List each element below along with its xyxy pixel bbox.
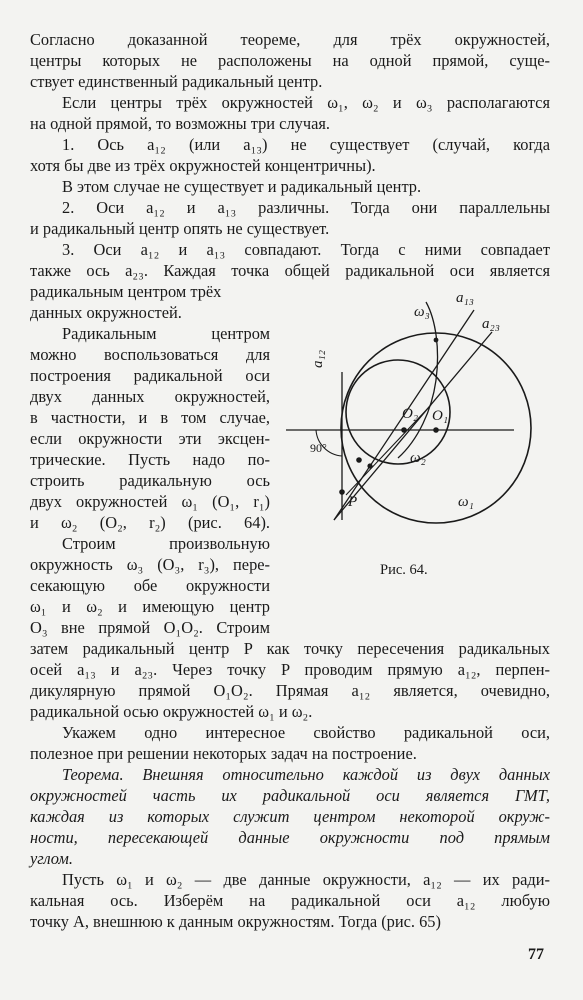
text-line: секающую обе окружности [30, 576, 270, 595]
text-line: строить радикальную ось [30, 471, 270, 490]
text-line: Укажем одно интересное свойство радикальной оси, [62, 723, 550, 742]
text-line: Пусть ω₁ и ω₂ — две данные окружности, a₁₂ — их ради- [62, 870, 550, 889]
text-line: В этом случае не существует и радикальный центр. [62, 177, 422, 196]
theorem-line: ности, пересекающей данные окружности под прямым [30, 828, 550, 847]
text-line: хотя бы две из трёх окружностей концентричны). [30, 156, 376, 175]
text-line: радикальной осью окружностей ω₁ и ω₂. [30, 702, 313, 721]
text-line: полезное при решении некоторых задач на построение. [30, 744, 417, 763]
text-line: дикулярную прямой O₁O₂. Прямая a₁₂ является, очевидно, [30, 681, 550, 700]
text-line: можно воспользоваться для [30, 345, 270, 364]
text-line: данных окружностей. [30, 303, 182, 322]
text-line: окружность ω₃ (O₃, r₃), пере- [30, 555, 270, 574]
text-line: и радикальный центр опять не существует. [30, 219, 330, 238]
label-O2: O₂ [402, 406, 419, 422]
text-line: O₃ вне прямой O₁O₂. Строим [30, 618, 270, 637]
axis-a23 [334, 332, 492, 520]
text-line: если окружности эти эксцен- [30, 429, 270, 448]
figure-64 [286, 280, 550, 550]
text-line: и ω₂ (O₂, r₂) (рис. 64). [30, 513, 270, 532]
label-90-degrees: 90° [310, 441, 327, 455]
text-line: осей a₁₃ и a₂₃. Через точку P проводим прямую a₁₂, перпен- [30, 660, 550, 679]
text-line: ствует единственный радикальный центр. [30, 72, 323, 91]
text-line: Если центры трёх окружностей ω₁, ω₂ и ω₃ располагаются [62, 93, 550, 112]
text-line: Строим произвольную [62, 534, 270, 553]
text-line: центры которых не расположены на одной прямой, суще- [30, 51, 550, 70]
page-number: 77 [528, 946, 544, 963]
figure-caption: Рис. 64. [380, 562, 428, 578]
label-w1: ω₁ [458, 494, 474, 510]
text-line: трические. Пусть надо по- [30, 450, 270, 469]
label-w2: ω₂ [410, 450, 426, 466]
theorem-line: углом. [30, 849, 73, 868]
theorem-line: каждая из которых служит центром некоторой окруж- [30, 807, 550, 826]
text-line: Согласно доказанной теореме, для трёх окружностей, [30, 30, 550, 49]
text-line: 1. Ось a₁₂ (или a₁₃) не существует (случай, когда [62, 135, 550, 154]
theorem-line: Теорема. Внешняя относительно каждой из двух данных [62, 765, 550, 784]
theorem-line: окружностей часть их радикальной оси является ГМТ, [30, 786, 550, 805]
text-line: 2. Оси a₁₂ и a₁₃ различны. Тогда они параллельны [62, 198, 550, 217]
text-line: двух данных окружностей, [30, 387, 270, 406]
label-a12: a₁₂ [310, 350, 326, 368]
text-line: кальная ось. Изберём на радикальной оси a₁₂ любую [30, 891, 550, 910]
label-a23: a₂₃ [482, 316, 500, 332]
text-line: затем радикальный центр P как точку пересечения радикальных [30, 639, 550, 658]
label-O1: O₁ [432, 408, 449, 424]
text-line: в частности, и в том случае, [30, 408, 270, 427]
label-a13: a₁₃ [456, 290, 474, 306]
text-line: на одной прямой, то возможны три случая. [30, 114, 330, 133]
text-line: 3. Оси a₁₂ и a₁₃ совпадают. Тогда с ними совпадает [62, 240, 550, 259]
text-line: построения радикальной оси [30, 366, 270, 385]
circle-w3-arc [398, 302, 438, 458]
text-line: точку A, внешнюю к данным окружностям. Тогда (рис. 65) [30, 912, 441, 931]
label-P: P [348, 494, 358, 510]
label-w3: ω₃ [414, 304, 430, 320]
text-line: Радикальным центром [62, 324, 270, 343]
text-line: также ось a₂₃. Каждая точка общей радикальной оси является [30, 261, 550, 280]
text-line: ω₁ и ω₂ и имеющую центр [30, 597, 270, 616]
text-line: двух окружностей ω₁ (O₁, r₁) [30, 492, 270, 511]
text-line: радикальным центром трёх [30, 282, 222, 301]
